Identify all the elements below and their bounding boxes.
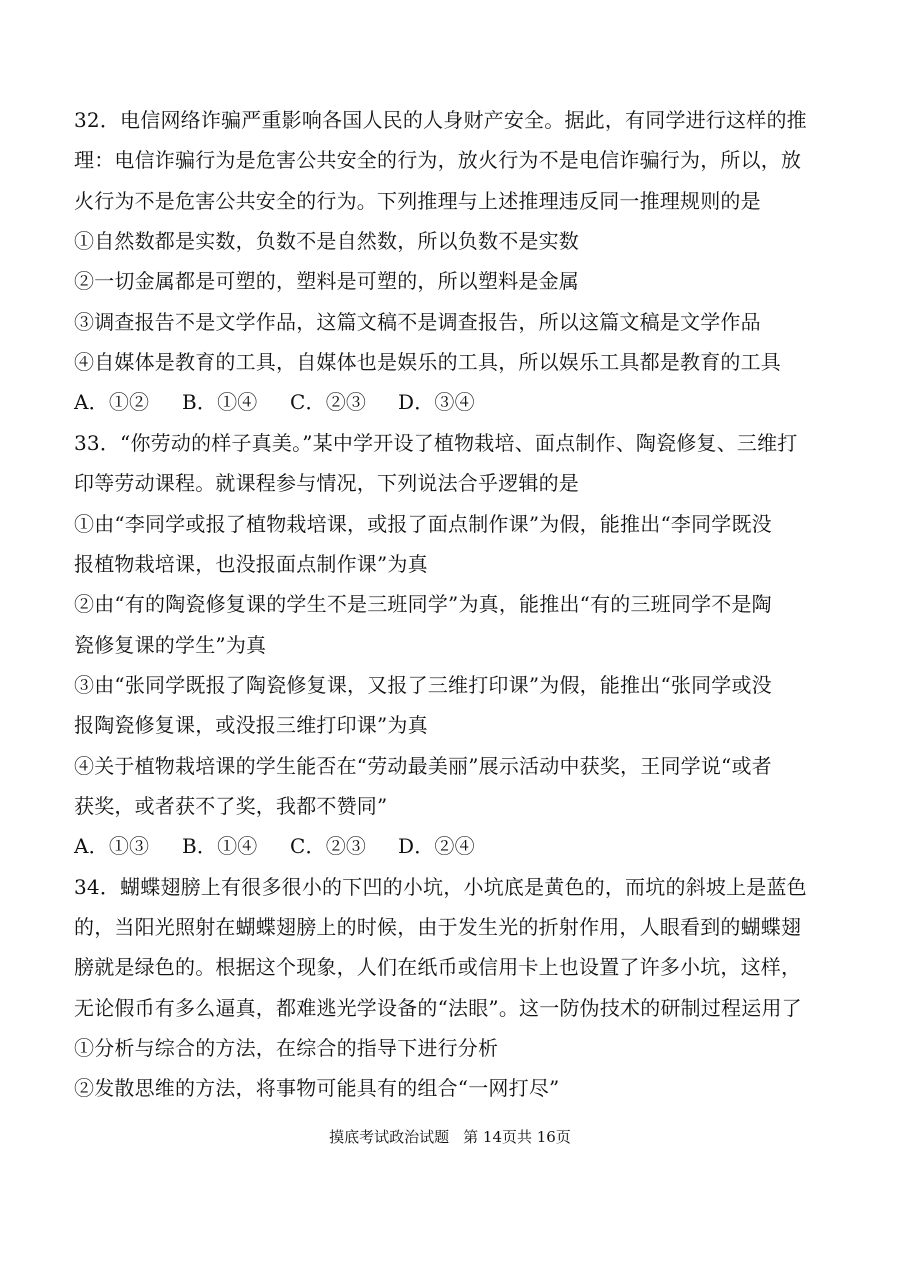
q32-option-d: D．③④ [398, 390, 475, 414]
q32-stem-line-3: 火行为不是危害公共安全的行为。下列推理与上述推理违反同一推理规则的是 [74, 189, 761, 213]
q32-stem-line-2: 理：电信诈骗行为是危害公共安全的行为，放火行为不是电信诈骗行为，所以，放 [74, 148, 802, 172]
q34-stem-line-1: 34．蝴蝶翅膀上有很多很小的下凹的小坑，小坑底是黄色的，而坑的斜坡上是蓝色 [74, 875, 807, 899]
q33-options [74, 832, 834, 860]
q33-item-3-line-1: ③由“张同学既报了陶瓷修复课，又报了三维打印课”为假，能推出“张同学或没 [74, 673, 772, 697]
q33-item-2-line-2: 瓷修复课的学生”为真 [74, 633, 267, 657]
q32-item-4: ④自媒体是教育的工具，自媒体也是娱乐的工具，所以娱乐工具都是教育的工具 [74, 350, 781, 374]
q33-item-3-line-2: 报陶瓷修复课，或没报三维打印课”为真 [74, 713, 428, 737]
q32-item-2: ②一切金属都是可塑的，塑料是可塑的，所以塑料是金属 [74, 269, 579, 293]
q33-option-d: D．②④ [398, 834, 475, 858]
q34-stem-line-2: 的，当阳光照射在蝴蝶翅膀上的时候，由于发生光的折射作用，人眼看到的蝴蝶翅 [74, 915, 802, 939]
q33-item-1-line-1: ①由“李同学或报了植物栽培课，或报了面点制作课”为假，能推出“李同学既没 [74, 512, 772, 536]
q33-option-b: B．①④ [182, 834, 258, 858]
q34-stem-line-4: 无论假币有多么逼真，都难逃光学设备的“法眼”。这一防伪技术的研制过程运用了 [74, 996, 802, 1020]
q33-stem-line-1: 33．“你劳动的样子真美。”某中学开设了植物栽培、面点制作、陶瓷修复、三维打 [74, 431, 798, 455]
q33-stem-line-2: 印等劳动课程。就课程参与情况，下列说法合乎逻辑的是 [74, 471, 579, 495]
q32-option-c: C．②③ [290, 390, 367, 414]
q32-item-3: ③调查报告不是文学作品，这篇文稿不是调查报告，所以这篇文稿是文学作品 [74, 310, 761, 334]
q32-item-1: ①自然数都是实数，负数不是自然数，所以负数不是实数 [74, 229, 579, 253]
footer-page-number: 第 14页共 16页 [463, 1128, 571, 1146]
q32-options [74, 388, 834, 416]
q33-item-4-line-2: 获奖，或者获不了奖，我都不赞同” [74, 794, 388, 818]
footer-exam-title: 摸底考试政治试题 [329, 1128, 450, 1146]
q34-stem-line-3: 膀就是绿色的。根据这个现象，人们在纸币或信用卡上也设置了许多小坑，这样， [74, 955, 802, 979]
q32-stem-line-1: 32．电信网络诈骗严重影响各国人民的人身财产安全。据此，有同学进行这样的推 [74, 108, 807, 132]
q32-option-a: A．①② [74, 390, 150, 414]
q34-item-2: ②发散思维的方法，将事物可能具有的组合“一网打尽” [74, 1076, 560, 1100]
page-footer [0, 1126, 900, 1148]
q33-item-1-line-2: 报植物栽培课，也没报面点制作课”为真 [74, 552, 428, 576]
q32-option-b: B．①④ [182, 390, 258, 414]
q33-option-c: C．②③ [290, 834, 367, 858]
q33-item-2-line-1: ②由“有的陶瓷修复课的学生不是三班同学”为真，能推出“有的三班同学不是陶 [74, 592, 772, 616]
q33-item-4-line-1: ④关于植物栽培课的学生能否在“劳动最美丽”展示活动中获奖，王同学说“或者 [74, 754, 772, 778]
q34-item-1: ①分析与综合的方法，在综合的指导下进行分析 [74, 1036, 499, 1060]
q33-option-a: A．①③ [74, 834, 150, 858]
